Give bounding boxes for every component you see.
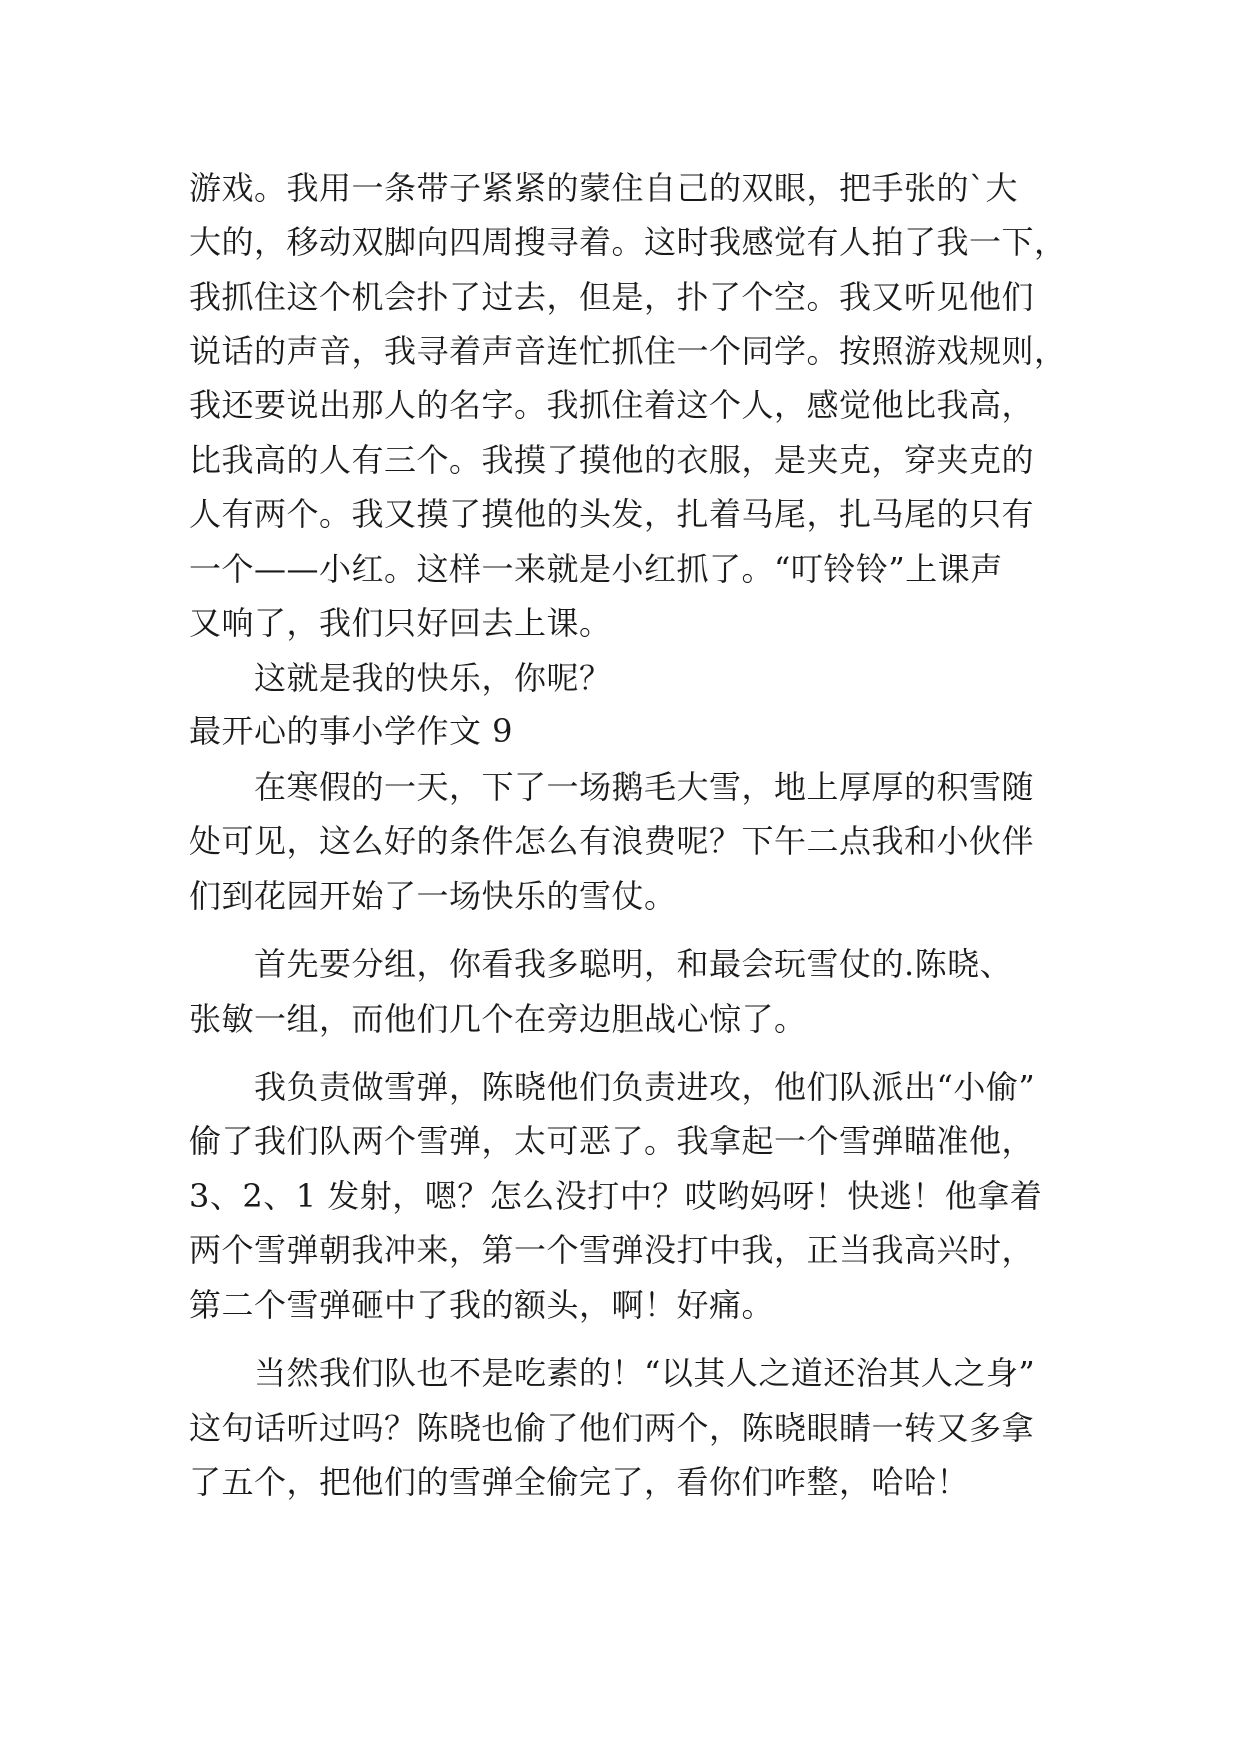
text-line: 3、2、1 发射，嗯？怎么没打中？哎哟妈呀！快逃！他拿着 [189, 1177, 1043, 1215]
text-line: 人有两个。我又摸了摸他的头发，扎着马尾，扎马尾的只有 [189, 495, 1035, 533]
text-line: 这句话听过吗？陈晓也偷了他们两个，陈晓眼睛一转又多拿 [189, 1409, 1035, 1447]
text-line: 我负责做雪弹，陈晓他们负责进攻，他们队派出“小偷” [254, 1068, 1036, 1106]
text-line: 在寒假的一天，下了一场鹅毛大雪，地上厚厚的积雪随 [254, 768, 1035, 806]
text-line: 我还要说出那人的名字。我抓住着这个人，感觉他比我高， [189, 386, 1035, 424]
text-line: 处可见，这么好的条件怎么有浪费呢？下午二点我和小伙伴 [189, 822, 1035, 860]
text-line: 这就是我的快乐，你呢？ [254, 659, 612, 697]
text-line: 了五个，把他们的雪弹全偷完了，看你们咋整，哈哈！ [189, 1463, 970, 1501]
text-line: 说话的声音，我寻着声音连忙抓住一个同学。按照游戏规则， [189, 332, 1067, 370]
text-line: 当然我们队也不是吃素的！“以其人之道还治其人之身” [254, 1354, 1036, 1392]
text-line: 们到花园开始了一场快乐的雪仗。 [189, 877, 677, 915]
text-line: 又响了，我们只好回去上课。 [189, 604, 612, 642]
text-line: 偷了我们队两个雪弹，太可恶了。我拿起一个雪弹瞄准他， [189, 1122, 1035, 1160]
text-line: 第二个雪弹砸中了我的额头，啊！好痛。 [189, 1286, 775, 1324]
text-line: 大的，移动双脚向四周搜寻着。这时我感觉有人拍了我一下， [189, 223, 1067, 261]
text-line: 一个——小红。这样一来就是小红抓了。“叮铃铃”上课声 [189, 550, 1003, 588]
text-line: 游戏。我用一条带子紧紧的蒙住自己的双眼，把手张的`大 [189, 169, 1019, 207]
text-line: 两个雪弹朝我冲来，第一个雪弹没打中我，正当我高兴时， [189, 1231, 1035, 1269]
text-line: 首先要分组，你看我多聪明，和最会玩雪仗的.陈晓、 [254, 945, 1013, 983]
section-heading: 最开心的事小学作文 9 [189, 712, 514, 750]
text-line: 我抓住这个机会扑了过去，但是，扑了个空。我又听见他们 [189, 278, 1035, 316]
text-line: 比我高的人有三个。我摸了摸他的衣服，是夹克，穿夹克的 [189, 441, 1035, 479]
text-line: 张敏一组，而他们几个在旁边胆战心惊了。 [189, 1000, 807, 1038]
